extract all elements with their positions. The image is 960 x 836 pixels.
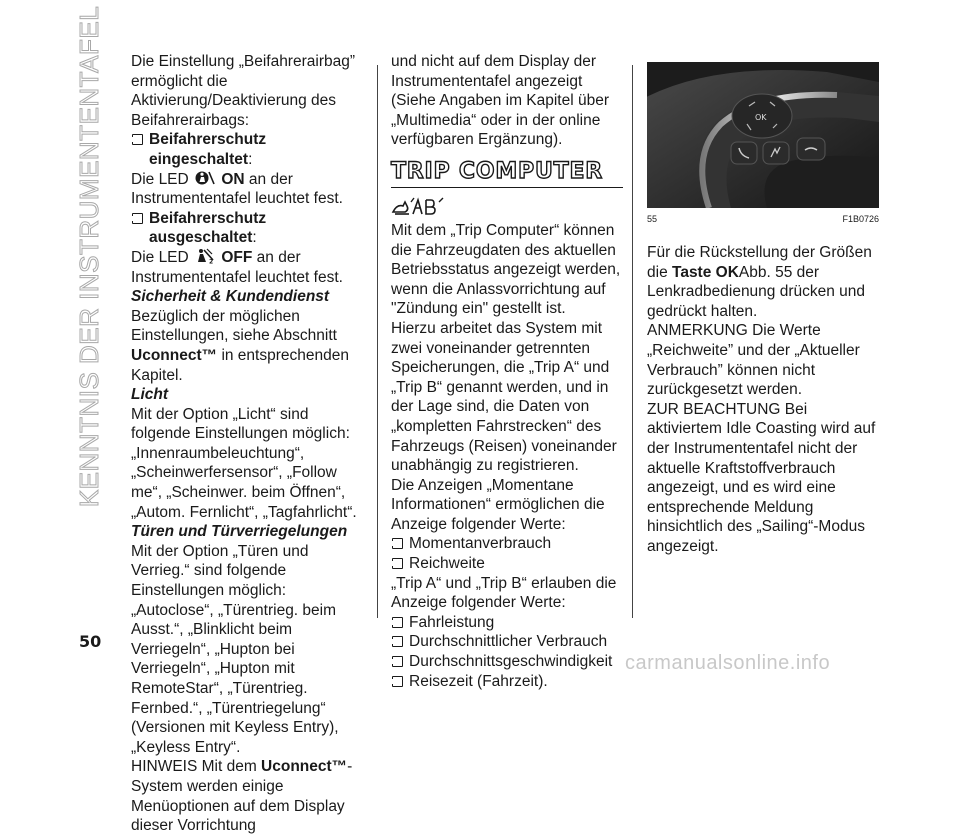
list-item: Durchschnittlicher Verbrauch — [391, 632, 623, 652]
bullet-icon — [392, 617, 403, 628]
airbag-passenger-on-icon — [195, 170, 215, 186]
list-item: Durchschnittsgeschwindigkeit — [391, 652, 623, 672]
column-3 — [647, 243, 879, 557]
paragraph-beachtung: ZUR BEACHTUNG Bei aktiviertem Idle Coasting wird auf der Instrumententafel nicht der aktuelle Kraftstoffverbrauch angezeigt, und es wird eine entsprechende Meldung hinsichtlich des „Sailing“-Modus angezeigt. — [647, 400, 876, 555]
list-item: Reichweite — [391, 554, 623, 574]
paragraph-trip-memories: Hierzu arbeitet das System mit zwei voneinander getrennten Speicherungen, die „Trip A“ und „Trip B“ genannt werden, und in der Lage sind, die Daten von „kompletten Fahrstrecken“ des Fahrzeugs (Reisen) voneinander unabhängig zu registrieren. — [391, 319, 617, 475]
protection-off-title: Beifahrerschutz ausgeschaltet — [149, 209, 267, 247]
paragraph-instant-info: Die Anzeigen „Momentane Informationen“ ermöglichen die Anzeige folgender Werte: — [391, 476, 605, 533]
paragraph-continued: und nicht auf dem Display der Instrumententafel angezeigt (Siehe Angaben im Kapitel über „Multimedia“ oder in der online verfügbaren Ergänzung). — [391, 53, 610, 149]
column-2 — [391, 52, 623, 691]
bullet-icon — [392, 676, 403, 687]
heading-light: Licht — [131, 386, 169, 404]
column-divider — [377, 65, 378, 618]
paragraph-reset-ok: Für die Rückstellung der Größen die Taste OKAbb. 55 der Lenkradbedienung drücken und gedrückt halten. — [647, 244, 872, 320]
column-1 — [131, 52, 363, 836]
paragraph-doors: Mit der Option „Türen und Verrieg.“ sind folgende Einstellungen möglich: „Autoclose“, „Türentrieg. beim Ausst.“, „Blinklicht beim Verriegeln“, „Hupton bei Verriegeln“, „Hupton mit RemoteStar“, „Türentrieg. Fernbed.“, „Türentriegelung“ (Versionen mit Keyless Entry), „Keyless Entry“. — [131, 542, 339, 756]
column-divider — [632, 65, 633, 618]
paragraph-hinweis: HINWEIS Mit dem Uconnect™-System werden einige Menüoptionen auf dem Display dieser Vorrichtung — [131, 758, 353, 835]
bullet-icon — [132, 134, 143, 145]
airbag-passenger-off-icon — [195, 248, 215, 264]
bullet-icon — [392, 636, 403, 647]
ok-key-reference: Taste OK — [672, 263, 739, 281]
paragraph-led-on: Die LED ON an der Instrumententafel leuchtet fest. — [131, 170, 343, 208]
paragraph-airbag-intro: Die Einstellung „Beifahrerairbag” ermöglicht die Aktivierung/Deaktivierung des Beifahrerairbags: — [131, 53, 356, 129]
heading-security-service: Sicherheit & Kundendienst — [131, 288, 330, 306]
paragraph-anmerkung: ANMERKUNG Die Werte „Reichweite” und der „Aktueller Verbrauch” können nicht zurückgesetzt werden. — [647, 322, 860, 399]
uconnect-reference: Uconnect™ — [131, 346, 218, 364]
paragraph-security: Bezüglich der möglichen Einstellungen, siehe Abschnitt Uconnect™ in entsprechenden Kapitel. — [131, 307, 349, 384]
trip-computer-icon — [391, 194, 447, 218]
list-item: Reisezeit (Fahrzeit). — [391, 672, 623, 692]
paragraph-led-off: Die LED 2 OFF an der Instrumententafel leuchtet fest. — [131, 248, 343, 286]
paragraph-light: Mit der Option „Licht“ sind folgende Einstellungen möglich: „Innenraumbeleuchtung“, „Scheinwerfersensor“, „Follow me“, „Scheinwer. beim Öffnen“, „Autom. Fernlicht“, „Tagfahrlicht“. — [131, 405, 357, 521]
bullet-icon — [392, 656, 403, 667]
section-title-rule — [391, 187, 623, 188]
watermark: carmanualsonline.info — [625, 652, 831, 674]
bullet-icon — [132, 213, 143, 224]
paragraph-trip-intro: Mit dem „Trip Computer“ können die Fahrzeugdaten des aktuellen Betriebsstatus angezeigt werden, wenn die Anlassvorrichtung auf "Zündung ein" gestellt ist. — [391, 221, 621, 318]
list-item: Momentanverbrauch — [391, 534, 623, 554]
bullet-icon — [392, 538, 403, 549]
paragraph-trip-ab: „Trip A“ und „Trip B“ erlauben die Anzeige folgender Werte: — [391, 574, 617, 612]
list-item-protection-off: Beifahrerschutz ausgeschaltet: — [131, 209, 363, 248]
list-item-protection-on: Beifahrerschutz eingeschaltet: — [131, 130, 363, 169]
figure-code: F1B0726 — [842, 214, 879, 224]
protection-on-title: Beifahrerschutz eingeschaltet — [149, 131, 267, 168]
figure-number: 55 — [647, 214, 658, 224]
chapter-side-title — [60, 5, 120, 507]
list-item: Fahrleistung — [391, 613, 623, 633]
uconnect-reference: Uconnect™ — [261, 758, 348, 776]
heading-doors: Türen und Türverriegelungen — [131, 523, 348, 541]
svg-text:2: 2 — [209, 258, 214, 264]
figure-caption — [647, 214, 879, 224]
steering-wheel-figure — [647, 62, 879, 208]
chapter-side-title-text: KENNTNIS DER INSTRUMENTENTAFEL — [74, 5, 105, 507]
section-title-trip-computer: TRIP COMPUTER — [391, 158, 604, 184]
ok-button-label: OK — [755, 113, 767, 122]
page-number: 50 — [79, 632, 102, 651]
steering-wheel-controls-illustration — [647, 62, 879, 208]
bullet-icon — [392, 558, 403, 569]
